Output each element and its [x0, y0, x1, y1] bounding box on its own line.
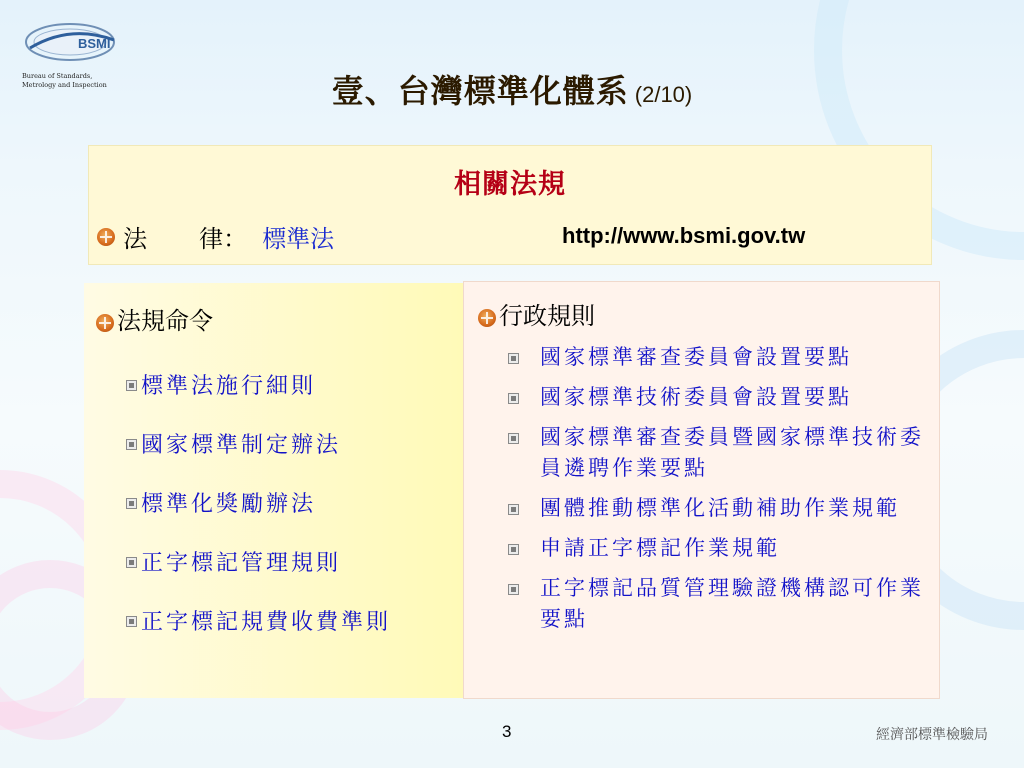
gray-square-bullet-icon [126, 380, 137, 391]
slide-title-text: 壹、台灣標準化體系 [331, 72, 629, 110]
gray-square-bullet-icon [508, 504, 519, 515]
list-item-text: 標準法施行細則 [141, 374, 317, 399]
standards-act-link[interactable]: 標準法 [262, 225, 335, 253]
list-item[interactable] [126, 369, 391, 428]
gray-square-bullet-icon [126, 616, 137, 627]
logo-line-1: Bureau of Standards, [22, 72, 93, 80]
administrative-rules-panel [463, 281, 940, 699]
slide-title [0, 66, 1024, 112]
law-row [97, 219, 917, 255]
gray-square-bullet-icon [508, 584, 519, 595]
footer-organization: 經濟部標準檢驗局 [876, 727, 988, 743]
list-item[interactable] [126, 487, 391, 546]
list-item-text: 國家標準審查委員暨國家標準技術委員遴聘作業要點 [540, 425, 924, 480]
list-item-text: 正字標記管理規則 [141, 551, 342, 576]
list-item[interactable] [508, 342, 928, 373]
orange-globe-bullet-icon [97, 228, 115, 246]
list-item[interactable] [508, 422, 928, 484]
list-item-text: 團體推動標準化活動補助作業規範 [540, 496, 900, 520]
logo-line-2: Metrology and Inspection [22, 81, 107, 89]
regulations-list [126, 369, 391, 664]
list-item[interactable] [126, 605, 391, 664]
administrative-rules-heading [478, 296, 595, 331]
law-label-part-2: 律： [199, 225, 248, 253]
slide-page-indicator: (2/10) [634, 82, 693, 107]
list-item[interactable] [126, 428, 391, 487]
list-item-text: 標準化獎勵辦法 [141, 492, 317, 517]
regulations-panel [84, 283, 463, 698]
gray-square-bullet-icon [508, 433, 519, 444]
law-label [123, 225, 247, 253]
related-laws-panel [88, 145, 932, 265]
list-item[interactable] [508, 382, 928, 413]
gray-square-bullet-icon [126, 498, 137, 509]
gray-square-bullet-icon [508, 353, 519, 364]
gray-square-bullet-icon [508, 544, 519, 555]
gray-square-bullet-icon [126, 557, 137, 568]
administrative-rules-heading-text: 行政規則 [499, 302, 595, 330]
list-item[interactable] [508, 533, 928, 564]
regulations-heading-text: 法規命令 [117, 307, 213, 335]
list-item-text: 國家標準審查委員會設置要點 [540, 345, 852, 369]
administrative-rules-list [508, 342, 928, 644]
list-item-text: 國家標準制定辦法 [141, 433, 342, 458]
list-item[interactable] [126, 546, 391, 605]
list-item-text: 正字標記品質管理驗證機構認可作業要點 [540, 576, 924, 631]
orange-globe-bullet-icon [96, 314, 114, 332]
regulations-heading [96, 301, 213, 336]
orange-globe-bullet-icon [478, 309, 496, 327]
list-item[interactable] [508, 493, 928, 524]
bsmi-url[interactable]: http://www.bsmi.gov.tw [562, 223, 806, 248]
related-laws-heading: 相關法規 [454, 169, 566, 200]
list-item-text: 正字標記規費收費準則 [141, 610, 392, 635]
gray-square-bullet-icon [508, 393, 519, 404]
bsmi-logo-emblem-icon [22, 18, 122, 68]
list-item-text: 申請正字標記作業規範 [540, 536, 780, 560]
list-item[interactable] [508, 573, 928, 635]
list-item-text: 國家標準技術委員會設置要點 [540, 385, 852, 409]
gray-square-bullet-icon [126, 439, 137, 450]
logo-abbr: BSMI [78, 36, 111, 51]
law-label-part-1: 法 [123, 225, 148, 253]
page-number: 3 [502, 722, 512, 741]
